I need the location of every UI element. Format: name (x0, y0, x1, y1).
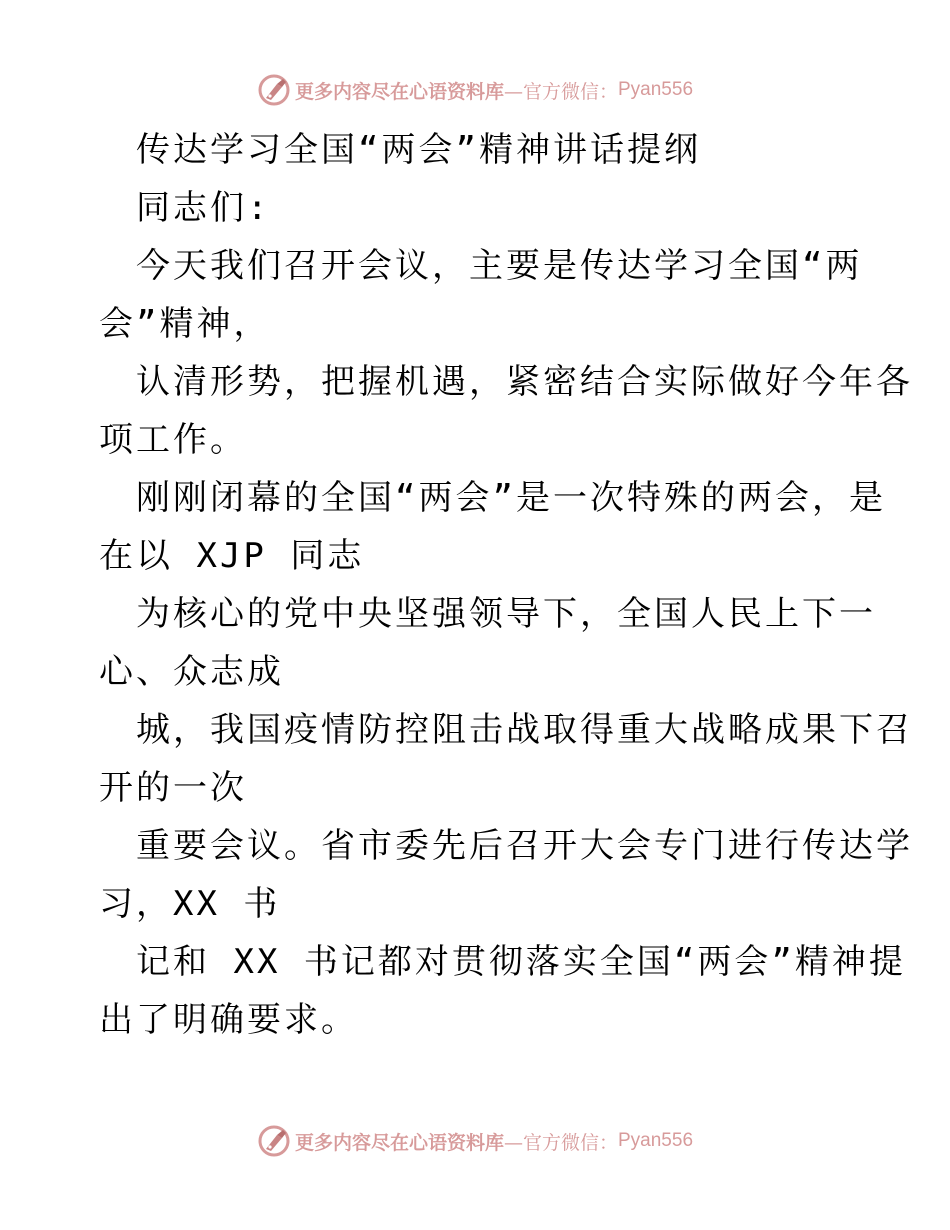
pen-nib-circle-icon (257, 73, 291, 107)
paragraph-line: 项工作。 (99, 420, 247, 460)
watermark-text: 更多内容尽在心语资料库 (294, 80, 504, 103)
paragraph-line: 会”精神， (99, 304, 271, 344)
document-body (99, 121, 913, 1049)
watermark-text: 更多内容尽在心语资料库 (294, 1131, 504, 1154)
paragraph-line: 心、众志成 (99, 652, 284, 692)
document-title: 传达学习全国“两会”精神讲话提纲 (136, 130, 701, 170)
paragraph-line: 记和 XX 书记都对贯彻落实全国“两会”精神提 (136, 942, 906, 982)
paragraph-line: 认清形势，把握机遇，紧密结合实际做好今年各 (136, 362, 913, 402)
watermark-separator: —官方微信： (503, 80, 618, 103)
paragraph-line: 城，我国疫情防控阻击战取得重大战略成果下召 (136, 710, 913, 750)
paragraph-line: 在以 XJP 同志 (99, 536, 365, 576)
paragraph-line: 今天我们召开会议，主要是传达学习全国“两 (136, 246, 863, 286)
watermark-wechat-id: Pyan556 (618, 1130, 694, 1151)
watermark-wechat-id: Pyan556 (618, 79, 694, 100)
paragraph-line: 重要会议。省市委先后召开大会专门进行传达学 (136, 826, 913, 866)
paragraph-line: 为核心的党中央坚强领导下，全国人民上下一 (136, 594, 876, 634)
footer-watermark (0, 1121, 950, 1161)
header-watermark (0, 70, 950, 110)
watermark-separator: —官方微信： (503, 1131, 618, 1154)
paragraph-line: 出了明确要求。 (99, 1000, 358, 1040)
paragraph-line: 刚刚闭幕的全国“两会”是一次特殊的两会，是 (136, 478, 886, 518)
paragraph-line: 习，XX 书 (99, 884, 281, 924)
paragraph-line: 开的一次 (99, 768, 247, 808)
greeting: 同志们: (136, 188, 271, 228)
pen-nib-circle-icon (257, 1124, 291, 1158)
